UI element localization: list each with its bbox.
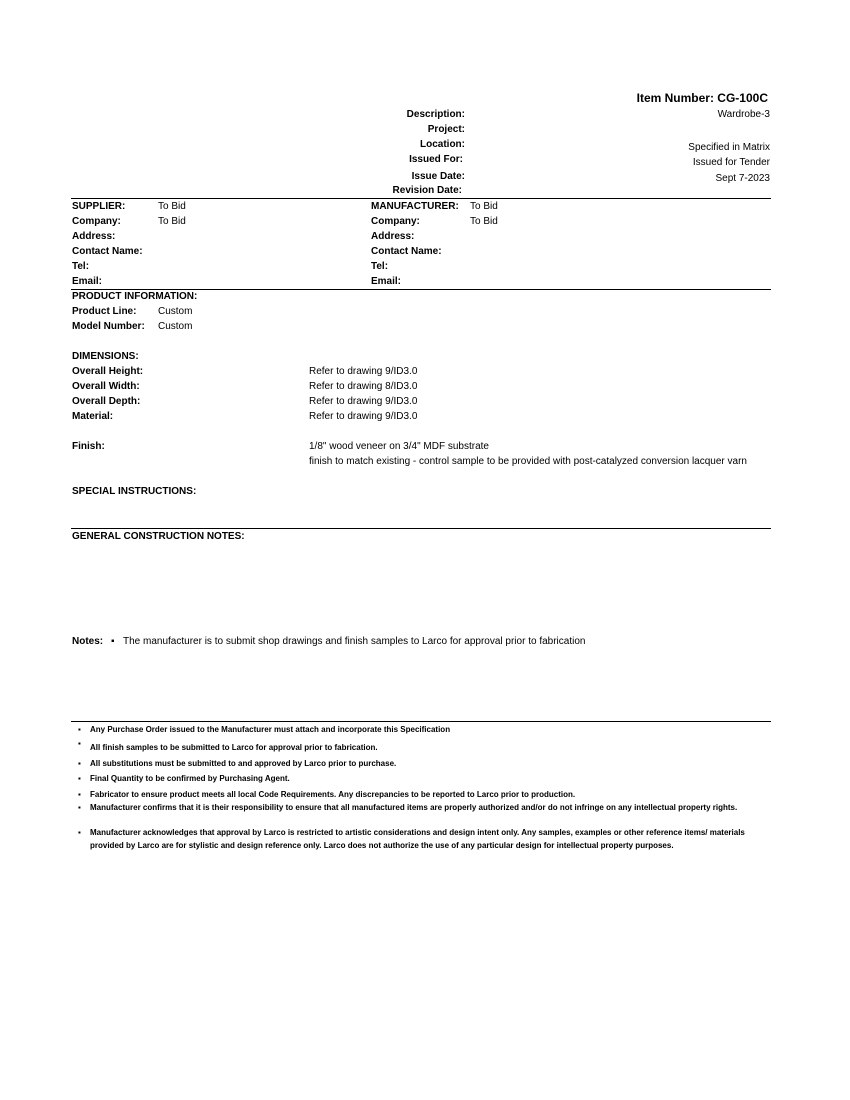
footer-item <box>78 739 378 752</box>
manufacturer-contact-label: Contact Name: <box>371 246 442 257</box>
supplier-tel-label: Tel: <box>72 261 90 272</box>
footer-item-continued: provided by Larco are for stylistic and design reference only. Larco does not authorize the use of any particular design for intellectual property purposes. <box>90 841 674 850</box>
bullet-icon: ▪ <box>78 790 81 799</box>
product-heading: PRODUCT INFORMATION: <box>72 291 198 302</box>
location-label: Location: <box>420 139 465 150</box>
notes-bullet-icon: ▪ <box>111 636 115 647</box>
supplier-contact-label: Contact Name: <box>72 246 143 257</box>
location-value: Specified in Matrix <box>688 142 770 153</box>
footer-item-text: Any Purchase Order issued to the Manufacturer must attach and incorporate this Specification <box>90 725 451 734</box>
item-number: Item Number: CG-100C <box>636 91 768 105</box>
footer-item <box>78 759 396 768</box>
manufacturer-company-value: To Bid <box>470 216 498 227</box>
notes-text: The manufacturer is to submit shop drawings and finish samples to Larco for approval prior to fabrication <box>123 636 586 647</box>
model-number-value: Custom <box>158 321 193 332</box>
model-number-label: Model Number: <box>72 321 145 332</box>
manufacturer-value: To Bid <box>470 201 498 212</box>
project-label: Project: <box>427 124 465 135</box>
divider <box>71 198 771 199</box>
manufacturer-tel-label: Tel: <box>371 261 389 272</box>
bullet-icon: ▪ <box>78 759 81 768</box>
footer-item-text: Manufacturer confirms that it is their responsibility to ensure that all manufactured items are properly authorized and/or do not infringe on any intellectual property rights. <box>90 803 738 812</box>
construction-notes-label: GENERAL CONSTRUCTION NOTES: <box>72 531 245 542</box>
footer-item <box>78 725 450 734</box>
dimension-value: Refer to drawing 8/ID3.0 <box>309 381 418 392</box>
supplier-company-label: Company: <box>72 216 121 227</box>
divider <box>71 721 771 722</box>
divider <box>71 528 771 529</box>
supplier-company-value: To Bid <box>158 216 186 227</box>
footer-item-text: All substitutions must be submitted to and approved by Larco prior to purchase. <box>90 759 397 768</box>
dimension-label: Overall Depth: <box>72 396 141 407</box>
footer-item <box>78 774 290 783</box>
bullet-icon: ▪ <box>78 725 81 734</box>
dimension-value: Refer to drawing 9/ID3.0 <box>309 411 418 422</box>
bullet-icon: ▪ <box>78 803 81 812</box>
dimension-label: Material: <box>72 411 114 422</box>
dimension-label: Overall Height: <box>72 366 144 377</box>
manufacturer-label: MANUFACTURER: <box>371 201 459 212</box>
manufacturer-address-label: Address: <box>371 231 415 242</box>
bullet-icon: ▪ <box>78 828 81 837</box>
description-value: Wardrobe-3 <box>717 109 770 120</box>
supplier-label: SUPPLIER: <box>72 201 126 212</box>
divider <box>71 289 771 290</box>
dimension-value: Refer to drawing 9/ID3.0 <box>309 396 418 407</box>
manufacturer-company-label: Company: <box>371 216 420 227</box>
footer-item-text: Fabricator to ensure product meets all local Code Requirements. Any discrepancies to be reported to Larco prior to production. <box>90 790 576 799</box>
bullet-icon: ▪ <box>78 774 81 783</box>
supplier-value: To Bid <box>158 201 186 212</box>
description-label: Description: <box>406 109 465 120</box>
footer-item-text: Final Quantity to be confirmed by Purchasing Agent. <box>90 774 290 783</box>
special-instructions-label: SPECIAL INSTRUCTIONS: <box>72 486 197 497</box>
footer-item <box>78 803 771 812</box>
revision-date-label: Revision Date: <box>392 185 462 196</box>
dimension-label: Overall Width: <box>72 381 140 392</box>
supplier-address-label: Address: <box>72 231 116 242</box>
bullet-icon: ▪ <box>78 739 81 748</box>
issue-date-value: Sept 7-2023 <box>715 173 770 184</box>
dimensions-heading: DIMENSIONS: <box>72 351 139 362</box>
footer-item-text: All finish samples to be submitted to Larco for approval prior to fabrication. <box>90 743 378 752</box>
issue-date-label: Issue Date: <box>411 171 465 182</box>
issued-for-value: Issued for Tender <box>692 157 770 168</box>
finish-line-1: 1/8" wood veneer on 3/4" MDF substrate <box>309 441 489 452</box>
finish-label: Finish: <box>72 441 105 452</box>
footer-item-text: Manufacturer acknowledges that approval by Larco is restricted to artistic considerations and design intent only. Any samples, examples or other reference items/ materials <box>90 828 745 837</box>
dimension-value: Refer to drawing 9/ID3.0 <box>309 366 418 377</box>
product-line-value: Custom <box>158 306 193 317</box>
product-line-label: Product Line: <box>72 306 137 317</box>
issued-for-label: Issued For: <box>409 154 463 165</box>
manufacturer-email-label: Email: <box>371 276 402 287</box>
footer-item <box>78 828 771 837</box>
supplier-email-label: Email: <box>72 276 103 287</box>
notes-label: Notes: <box>72 636 104 647</box>
finish-line-2: finish to match existing - control sample to be provided with post-catalyzed conversion lacquer varn <box>309 456 747 467</box>
footer-item <box>78 790 575 799</box>
